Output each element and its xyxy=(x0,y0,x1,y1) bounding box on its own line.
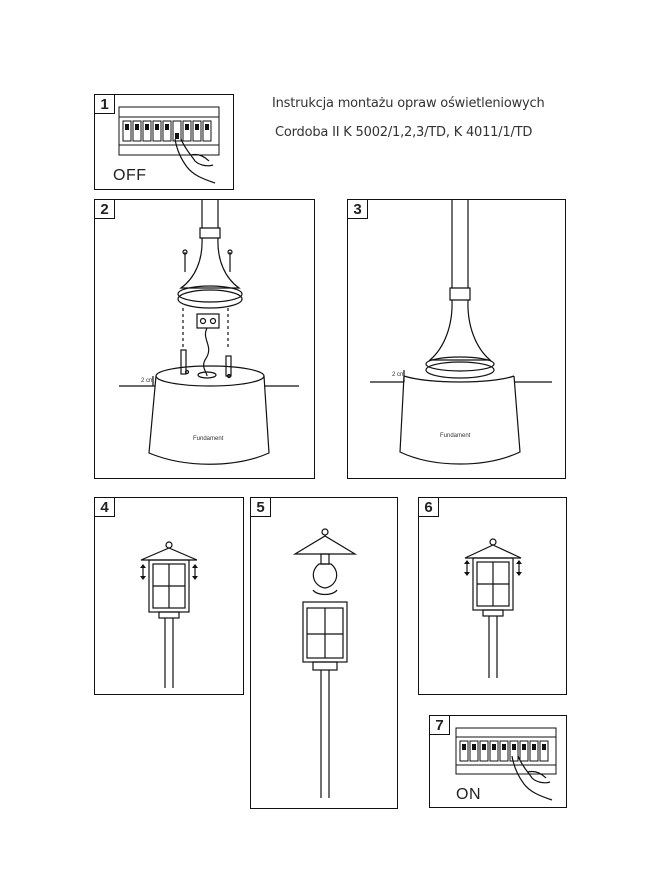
step-7-panel xyxy=(429,715,567,808)
step-2-panel xyxy=(94,199,315,479)
on-label: ON xyxy=(456,786,481,803)
foundation-label: Fundament xyxy=(193,436,224,442)
step-number: 2 xyxy=(94,199,115,219)
step-number: 1 xyxy=(94,94,115,114)
off-label: OFF xyxy=(113,167,147,184)
step-1-panel xyxy=(94,94,234,190)
step-3-panel xyxy=(347,199,566,479)
rotate-arrow-icon xyxy=(313,590,337,595)
instruction-title: Instrukcja montażu opraw oświetleniowych xyxy=(272,96,545,111)
step-number: 4 xyxy=(94,497,115,517)
lantern-icon xyxy=(95,498,245,696)
step-5-panel xyxy=(250,497,398,809)
hand-icon xyxy=(512,756,552,800)
step-number: 3 xyxy=(347,199,368,219)
step-4-panel xyxy=(94,497,244,695)
foundation-label: Fundament xyxy=(440,433,471,439)
step-number: 7 xyxy=(429,715,450,735)
height-dimension: 2 cm xyxy=(392,372,406,378)
lantern-icon xyxy=(419,498,568,696)
product-models: Cordoba II K 5002/1,2,3/TD, K 4011/1/TD xyxy=(275,125,533,140)
hand-icon xyxy=(175,139,215,183)
circuit-breaker-icon xyxy=(430,716,568,809)
light-bulb-icon xyxy=(251,498,399,810)
height-dimension: 2 cm xyxy=(141,378,155,384)
step-6-panel xyxy=(418,497,567,695)
step-number: 6 xyxy=(418,497,439,517)
step-number: 5 xyxy=(250,497,271,517)
